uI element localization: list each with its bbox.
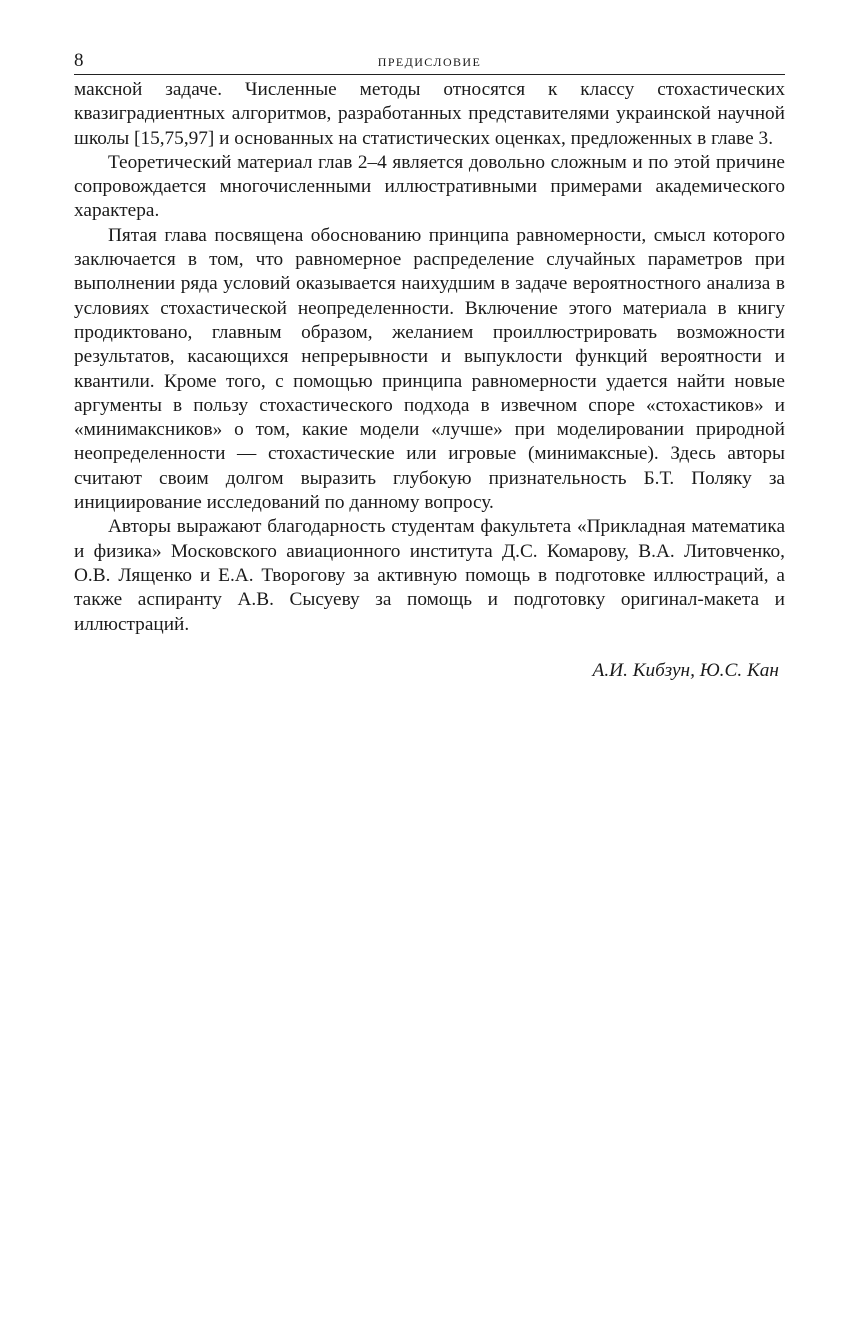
paragraph-chapter-five: Пятая глава посвящена обоснованию принципа равномерности, смысл которого заключается в том, что равномерное распределение случайных параметров при выполнении ряда условий оказывается наихудшим в задаче вероятностного анализа в условиях стохастической неопределенности. Включение этого материала в книгу продиктовано, главным образом, желанием проиллюстрировать возможности результатов, касающихся непрерывности и выпуклости функций вероятности и квантили. Кроме того, с помощью принципа равномерности удается найти новые аргументы в пользу стохастического подхода в извечном споре «стохастиков» и «минимаксников» о том, какие модели «лучше» при моделировании природной неопределенности — стохастические или игровые (минимаксные). Здесь авторы считают своим долгом выразить глубокую признательность Б.Т. Поляку за инициирование исследований по данному вопросу. — [74, 224, 785, 514]
running-title: ПРЕДИСЛОВИЕ — [377, 55, 482, 69]
paragraph-theory: Теоретический материал глав 2–4 является довольно сложным и по этой причине сопровождается многочисленными иллюстративными примерами академического характера. — [74, 151, 785, 222]
authors-signature: А.И. Кибзун, Ю.С. Кан — [592, 659, 779, 681]
running-head — [74, 50, 785, 75]
book-page — [74, 50, 785, 683]
paragraph-continuation: максной задаче. Численные методы относятся к классу стохастических квазиградиентных алгоритмов, разработанных представителями украинской научной школы [15,75,97] и основанных на статистических оценках, предложенных в главе 3. — [74, 79, 785, 149]
body-text — [74, 78, 785, 637]
page-number: 8 — [74, 50, 84, 71]
paragraph-acknowledgements: Авторы выражают благодарность студентам факультета «Прикладная математика и физика» Московского авиационного института Д.С. Комарову, В.А. Литовченко, О.В. Лященко и Е.А. Творогову за активную помощь в подготовке иллюстраций, а также аспиранту А.В. Сысуеву за помощь и подготовку оригинал-макета и иллюстраций. — [74, 516, 785, 635]
